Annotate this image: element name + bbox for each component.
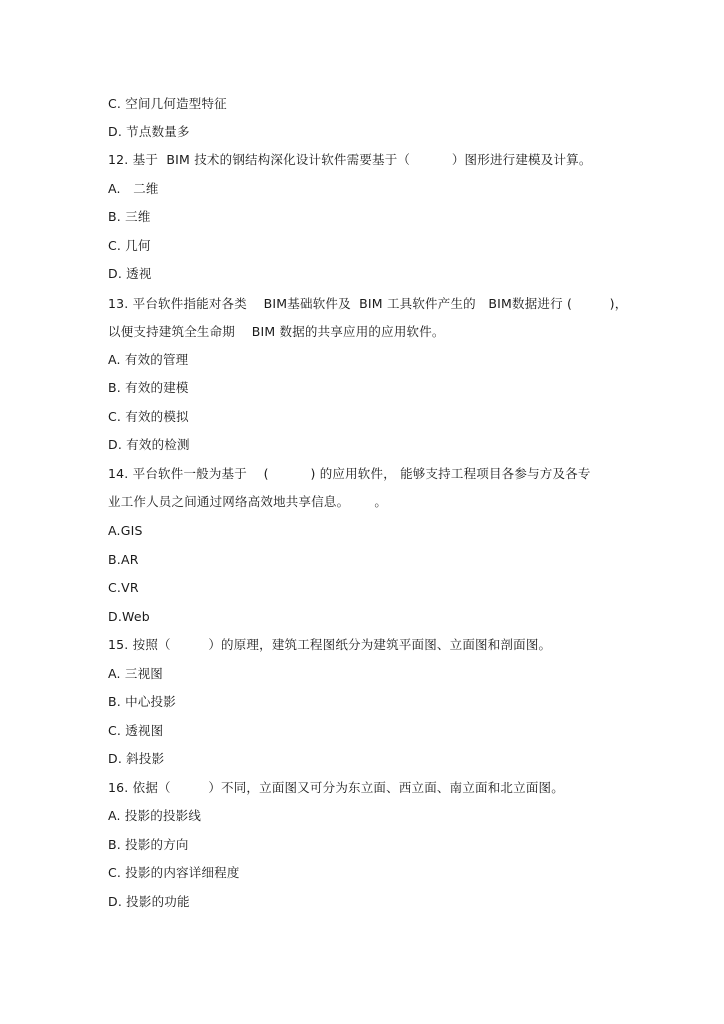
option-line: B.AR bbox=[108, 552, 139, 567]
option-line: B. 三维 bbox=[108, 209, 151, 224]
option-line: C.VR bbox=[108, 580, 139, 595]
option-line: D. 有效的检测 bbox=[108, 437, 190, 452]
option-line: D. 节点数量多 bbox=[108, 124, 190, 139]
option-line: A.GIS bbox=[108, 523, 143, 538]
option-line: A. 投影的投影线 bbox=[108, 808, 202, 823]
option-line: B. 投影的方向 bbox=[108, 837, 189, 852]
option-line: D. 透视 bbox=[108, 266, 152, 281]
question-line: 13. 平台软件指能对各类 BIM基础软件及 BIM 工具软件产生的 BIM数据进行 ( )， bbox=[108, 296, 628, 311]
option-line: C. 几何 bbox=[108, 238, 151, 253]
option-line: D. 投影的功能 bbox=[108, 894, 190, 909]
option-line: B. 中心投影 bbox=[108, 694, 176, 709]
question-line: 以便支持建筑全生命期 BIM 数据的共享应用的应用软件。 bbox=[108, 324, 445, 339]
question-line: 16. 依据（ ）不同，立面图又可分为东立面、西立面、南立面和北立面图。 bbox=[108, 780, 564, 795]
option-line: A. 有效的管理 bbox=[108, 352, 189, 367]
option-line: A. 二维 bbox=[108, 181, 159, 196]
option-line: D.Web bbox=[108, 609, 150, 624]
option-line: A. 三视图 bbox=[108, 666, 163, 681]
option-line: C. 透视图 bbox=[108, 723, 164, 738]
question-line: 14. 平台软件一般为基于 ( ) 的应用软件， 能够支持工程项目各参与方及各专 bbox=[108, 466, 591, 481]
option-line: D. 斜投影 bbox=[108, 751, 165, 766]
question-line: 15. 按照（ ）的原理，建筑工程图纸分为建筑平面图、立面图和剖面图。 bbox=[108, 637, 552, 652]
question-line: 业工作人员之间通过网络高效地共享信息。 。 bbox=[108, 494, 388, 509]
question-line: 12. 基于 BIM 技术的钢结构深化设计软件需要基于（ ）图形进行建模及计算。 bbox=[108, 152, 592, 167]
option-line: C. 空间几何造型特征 bbox=[108, 96, 227, 111]
option-line: C. 投影的内容详细程度 bbox=[108, 865, 240, 880]
option-line: B. 有效的建模 bbox=[108, 380, 189, 395]
option-line: C. 有效的模拟 bbox=[108, 409, 189, 424]
